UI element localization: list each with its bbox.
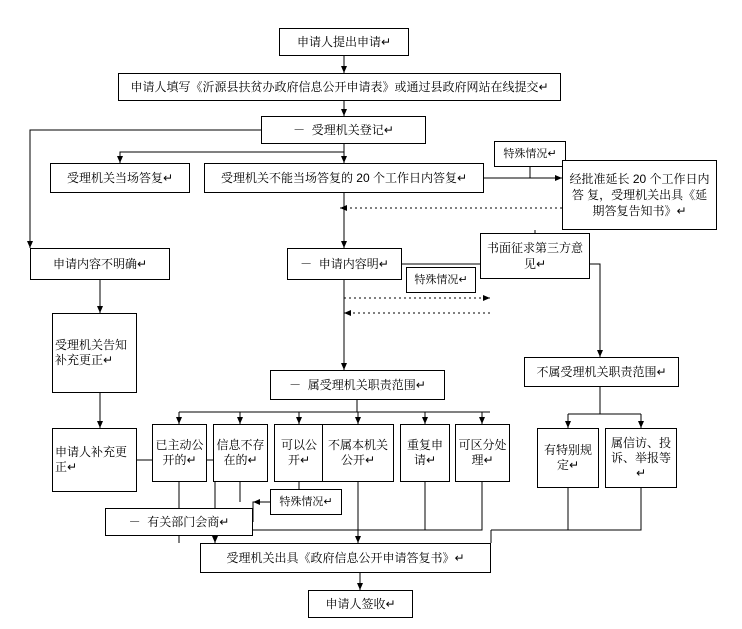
flow-node-petition-complaint[interactable]: 属信访、投诉、举报等↵ [605,428,677,488]
flow-node-outside-scope[interactable]: 不属受理机关职责范围↵ [524,357,679,387]
flow-node-department-consultation[interactable]: － 有关部门会商↵ [105,508,253,536]
flow-node-onsite-reply[interactable]: 受理机关当场答复↵ [50,163,190,193]
flow-node-registration[interactable]: － 受理机关登记↵ [261,116,426,144]
flow-node-content-unclear[interactable]: 申请内容不明确↵ [30,248,170,280]
flow-node-fill-form[interactable]: 申请人填写《沂源县扶贫办政府信息公开申请表》或通过县政府网站在线提交↵ [118,73,561,101]
flow-node-issue-reply-document[interactable]: 受理机关出具《政府信息公开申请答复书》↵ [200,543,491,573]
flow-node-within-scope[interactable]: － 属受理机关职责范围↵ [270,370,445,400]
flow-node-extended-reply-notice[interactable]: 经批准延长 20 个工作日内答 复，受理机关出具《延期答复告知书》↵ [562,160,717,230]
flow-node-not-this-agency[interactable]: 不属本机关公开↵ [322,424,394,482]
flow-node-content-clear[interactable]: － 申请内容明↵ [287,248,402,280]
flow-node-duplicate-request[interactable]: 重复申请↵ [400,424,450,482]
flow-node-special-case-3[interactable]: 特殊情况↵ [270,489,342,515]
flow-node-separable-handling[interactable]: 可区分处理↵ [455,424,510,482]
flow-node-applicant-supplement[interactable]: 申请人补充更正↵ [52,428,137,492]
flow-node-already-public[interactable]: 已主动公开的↵ [152,424,207,482]
flow-node-applicant-receipt[interactable]: 申请人签收↵ [308,590,413,618]
flow-node-special-case-1[interactable]: 特殊情况↵ [494,141,566,167]
flow-node-third-party-opinion[interactable]: 书面征求第三方意见↵ [480,233,590,279]
flow-node-info-not-exist[interactable]: 信息不存在的↵ [213,424,268,482]
flow-node-special-regulation[interactable]: 有特别规定↵ [537,428,599,488]
flow-node-can-disclose[interactable]: 可以公开↵ [274,424,324,482]
flow-node-submit-application[interactable]: 申请人提出申请↵ [279,28,409,56]
flow-node-special-case-2[interactable]: 特殊情况↵ [406,267,476,293]
flow-node-notify-supplement[interactable]: 受理机关告知补充更正↵ [52,313,137,393]
flow-node-20-workday-reply[interactable]: 受理机关不能当场答复的 20 个工作日内答复↵ [204,163,484,193]
